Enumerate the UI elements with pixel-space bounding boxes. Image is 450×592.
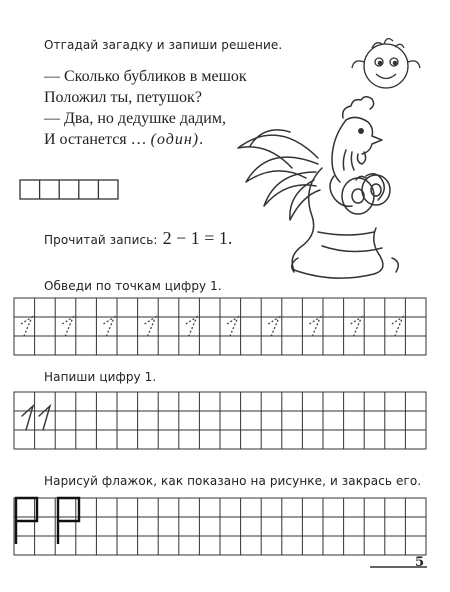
riddle-line-1: — Сколько бубликов в мешок bbox=[44, 68, 247, 85]
dotted-one bbox=[62, 317, 73, 336]
task4-instruction: Напиши цифру 1. bbox=[44, 370, 157, 384]
riddle-line-4: И останется … (один). bbox=[44, 131, 204, 148]
equation: 2 − 1 = 1. bbox=[162, 228, 233, 248]
riddle-line-2: Положил ты, петушок? bbox=[44, 89, 202, 106]
page-number: 5 bbox=[414, 555, 424, 570]
dotted-one bbox=[21, 317, 32, 336]
task2-label: Прочитай запись: bbox=[44, 233, 158, 247]
task1-instruction: Отгадай загадку и запиши решение. bbox=[44, 38, 283, 52]
task3-instruction: Обведи по точкам цифру 1. bbox=[44, 279, 222, 293]
dotted-one bbox=[145, 317, 156, 336]
riddle-answer: (один) bbox=[150, 131, 200, 148]
task5-instruction: Нарисуй флажок, как показано на рисунке, и закрась его. bbox=[44, 474, 422, 488]
dotted-one bbox=[186, 317, 197, 336]
dotted-one bbox=[103, 317, 114, 336]
grid-border bbox=[14, 498, 426, 555]
dotted-one bbox=[268, 317, 279, 336]
dotted-one bbox=[309, 317, 320, 336]
dotted-one bbox=[392, 317, 403, 336]
grid-border bbox=[14, 298, 426, 355]
dotted-one bbox=[227, 317, 238, 336]
riddle-poem bbox=[44, 66, 247, 150]
grid-border bbox=[14, 392, 426, 449]
task2-row bbox=[44, 228, 232, 249]
riddle-line-3: — Два, но дедушке дадим, bbox=[44, 110, 226, 127]
dotted-one bbox=[351, 317, 362, 336]
